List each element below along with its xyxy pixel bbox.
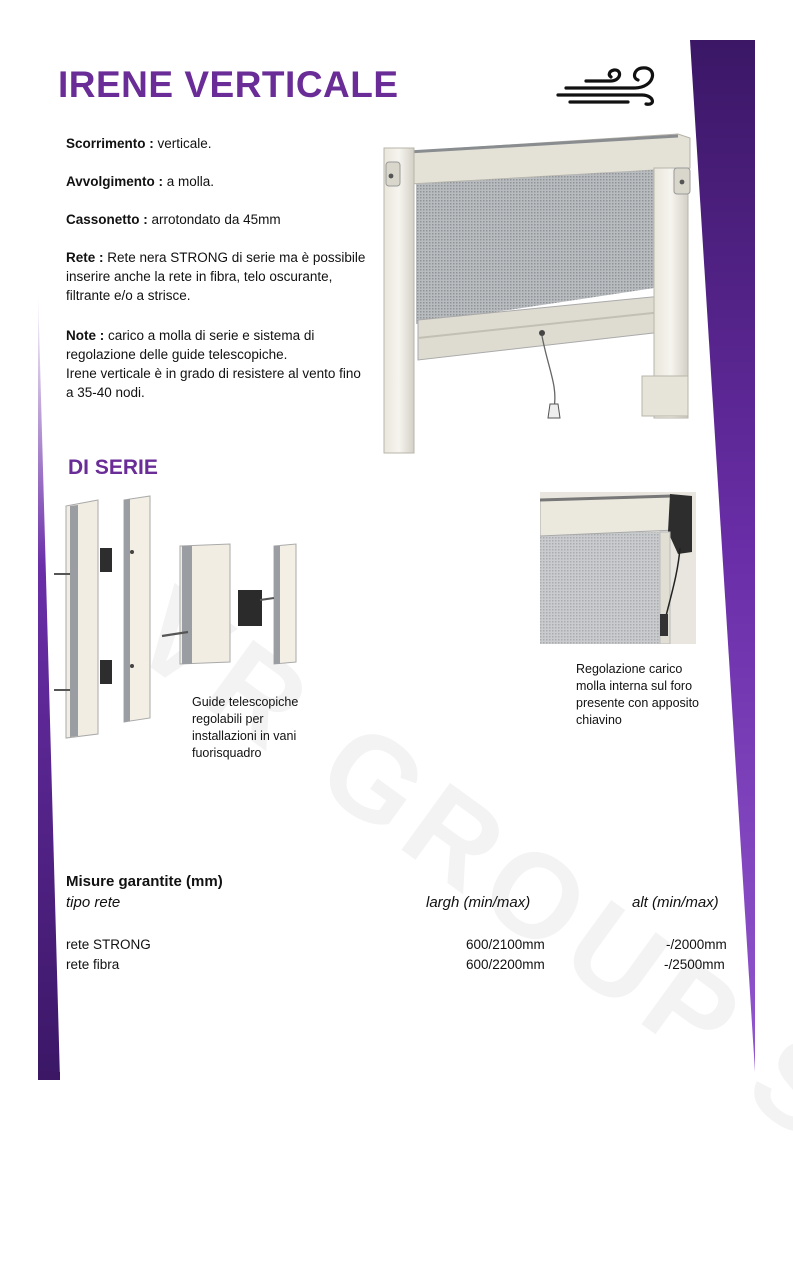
product-image-spring-adjust xyxy=(540,492,696,644)
spec-label: Avvolgimento : xyxy=(66,174,164,189)
spec-label: Cassonetto : xyxy=(66,212,148,227)
spec-rete xyxy=(66,248,366,305)
spec-label: Rete : xyxy=(66,250,104,265)
product-image-roller-screen xyxy=(378,128,700,458)
spec-cassonetto xyxy=(66,210,386,229)
section-title: DI SERIE xyxy=(68,456,158,479)
table-title: Misure garantite (mm) xyxy=(66,873,223,890)
table-header-width: largh (min/max) xyxy=(426,894,531,911)
spec-note xyxy=(66,326,366,402)
table-cell: rete fibra xyxy=(66,957,120,972)
table-cell: -/2500mm xyxy=(664,957,725,972)
table-cell: rete STRONG xyxy=(66,937,151,952)
spec-extra: Irene verticale è in grado di resistere al vento fino a 35-40 nodi. xyxy=(66,366,361,400)
table-header-type: tipo rete xyxy=(66,894,121,911)
spec-text: Rete nera STRONG di serie ma è possibile inserire anche la rete in fibra, telo oscurante, filtrante e/o a strisce. xyxy=(66,250,366,303)
table-cell: -/2000mm xyxy=(666,937,727,952)
spec-label: Note : xyxy=(66,328,105,343)
table-header-height: alt (min/max) xyxy=(632,894,719,911)
spec-avvolgimento xyxy=(66,172,386,191)
spec-text: a molla. xyxy=(163,174,215,189)
spec-text: carico a molla di serie e sistema di regolazione delle guide telescopiche. xyxy=(66,328,315,362)
table-cell: 600/2200mm xyxy=(466,957,545,972)
caption-telescopic-guides: Guide telescopiche regolabili per installazioni in vani fuorisquadro xyxy=(192,695,299,760)
spec-text: arrotondato da 45mm xyxy=(147,212,281,227)
spec-label: Scorrimento : xyxy=(66,136,154,151)
table-cell: 600/2100mm xyxy=(466,937,545,952)
spec-text: verticale. xyxy=(153,136,212,151)
caption-spring-adjust: Regolazione carico molla interna sul foro presente con apposito chiavino xyxy=(576,662,700,727)
spec-scorrimento xyxy=(66,134,386,153)
wind-icon xyxy=(556,66,664,106)
bottom-left-bar xyxy=(38,1072,60,1080)
page-title: IRENE VERTICALE xyxy=(58,64,399,105)
